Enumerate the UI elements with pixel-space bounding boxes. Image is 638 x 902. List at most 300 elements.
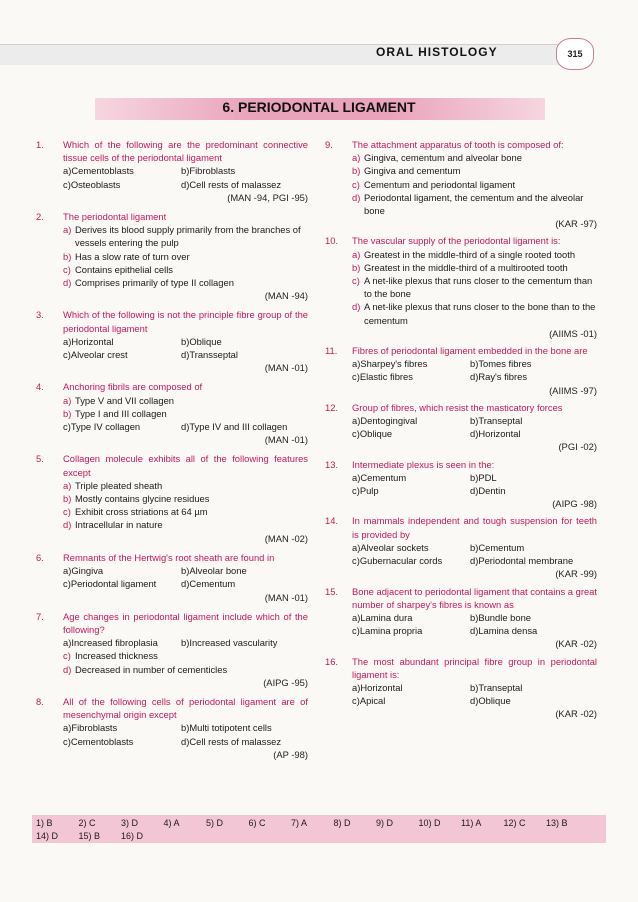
option bbox=[352, 681, 470, 694]
option-text: Gubernacular cords bbox=[359, 555, 443, 567]
option-row bbox=[63, 721, 308, 734]
question-source: (KAR -99) bbox=[555, 568, 597, 580]
options bbox=[63, 164, 308, 190]
option bbox=[470, 624, 537, 637]
option bbox=[352, 414, 470, 427]
option bbox=[63, 721, 181, 734]
option-letter: a) bbox=[63, 394, 72, 406]
option-text: Tomes fibres bbox=[478, 358, 532, 370]
option-letter: b) bbox=[352, 261, 361, 273]
option-letter: d) bbox=[181, 578, 190, 590]
option-letter: a) bbox=[352, 152, 361, 164]
option-text: Cementoblasts bbox=[70, 735, 134, 747]
option-letter: d) bbox=[352, 191, 361, 203]
option-text: Periodontal ligament, the cementum and the alveolar bone bbox=[364, 191, 584, 217]
option-letter: c) bbox=[63, 349, 71, 361]
option-letter: d) bbox=[470, 555, 479, 567]
option-row bbox=[352, 484, 597, 497]
option bbox=[63, 577, 181, 590]
option bbox=[352, 541, 470, 554]
question-number: 2. bbox=[36, 211, 44, 223]
option-letter: d) bbox=[470, 371, 479, 383]
option-letter: d) bbox=[181, 178, 190, 190]
option-row bbox=[352, 694, 597, 707]
option-letter: c) bbox=[352, 178, 360, 190]
answer-item: 4) A bbox=[163, 818, 180, 828]
option-row bbox=[63, 577, 308, 590]
options bbox=[352, 414, 597, 440]
option-row bbox=[352, 370, 597, 383]
option bbox=[352, 471, 470, 484]
question-item bbox=[38, 380, 308, 446]
option-text: Derives its blood supply primarily from the branches of vessels entering the pulp bbox=[75, 224, 301, 249]
option bbox=[63, 518, 308, 531]
answer-key-row-1 bbox=[36, 818, 589, 828]
option bbox=[63, 394, 308, 407]
option-letter: b) bbox=[470, 358, 479, 370]
option bbox=[63, 164, 181, 177]
option-text: Type IV and III collagen bbox=[189, 421, 288, 433]
option bbox=[181, 721, 272, 734]
option-letter: a) bbox=[352, 541, 361, 553]
option-letter: a) bbox=[352, 415, 361, 427]
option-text: Periodontal ligament bbox=[70, 578, 157, 590]
question-item bbox=[327, 585, 597, 651]
option-letter: c) bbox=[63, 650, 71, 662]
question-text: Collagen molecule exhibits all of the following features except bbox=[63, 453, 308, 478]
option-row bbox=[352, 611, 597, 624]
question-text: The attachment apparatus of tooth is composed of: bbox=[352, 139, 564, 150]
option-letter: c) bbox=[63, 178, 71, 190]
question-text: All of the following cells of periodontal ligament are of mesenchymal origin except bbox=[63, 695, 308, 721]
option-row bbox=[63, 335, 308, 348]
option-text: Greatest in the middle-third of a multirooted tooth bbox=[364, 261, 568, 273]
option-text: Type I and III collagen bbox=[75, 407, 167, 419]
option-row bbox=[63, 564, 308, 577]
option-row bbox=[63, 636, 308, 649]
option bbox=[181, 636, 277, 649]
option bbox=[352, 164, 597, 177]
option-text: Osteoblasts bbox=[70, 178, 121, 190]
option bbox=[352, 274, 597, 300]
question-source: (MAN -01) bbox=[264, 434, 308, 446]
option-letter: d) bbox=[470, 428, 479, 440]
question-number: 9. bbox=[325, 139, 333, 150]
option-letter: a) bbox=[352, 611, 361, 623]
answer-item: 10) D bbox=[418, 818, 441, 828]
option-text: Oblique bbox=[359, 428, 393, 440]
question-text: Age changes in periodontal ligament include which of the following? bbox=[63, 610, 308, 635]
option-letter: c) bbox=[63, 263, 71, 275]
question-source: (AP -98) bbox=[273, 748, 308, 760]
option bbox=[181, 420, 287, 433]
question-item bbox=[327, 514, 597, 580]
options bbox=[352, 541, 597, 567]
answer-item: 12) C bbox=[503, 818, 526, 828]
option-text: Increased thickness bbox=[75, 650, 158, 662]
question-item bbox=[38, 610, 308, 689]
question-source: (KAR -97) bbox=[555, 218, 597, 230]
option-text: Lamina propria bbox=[359, 625, 423, 637]
option-letter: d) bbox=[470, 485, 479, 497]
question-source: (PGI -02) bbox=[558, 441, 597, 453]
question-item bbox=[327, 655, 597, 721]
option-text: Ray's fibres bbox=[478, 371, 528, 383]
option-letter: c) bbox=[352, 485, 360, 497]
option-letter: c) bbox=[352, 555, 360, 567]
option bbox=[181, 178, 281, 191]
option-letter: b) bbox=[181, 637, 190, 649]
option-letter: d) bbox=[470, 625, 479, 637]
option bbox=[352, 611, 470, 624]
answer-item: 11) A bbox=[461, 818, 482, 828]
option-letter: c) bbox=[352, 625, 360, 637]
option bbox=[352, 357, 470, 370]
options bbox=[63, 335, 308, 361]
question-text: Group of fibres, which resist the masticatory forces bbox=[352, 401, 563, 413]
option-text: Horizontal bbox=[478, 428, 521, 440]
option-letter: d) bbox=[181, 349, 190, 361]
chapter-title: 6. PERIODONTAL LIGAMENT bbox=[222, 99, 416, 115]
question-source: (MAN -94, PGI -95) bbox=[227, 191, 308, 203]
option bbox=[470, 414, 522, 427]
option bbox=[352, 427, 470, 440]
option-row bbox=[63, 735, 308, 748]
left-column bbox=[38, 138, 308, 765]
option-letter: b) bbox=[63, 493, 72, 505]
options bbox=[352, 471, 597, 497]
option-text: Cementoblasts bbox=[71, 165, 134, 177]
option-letter: a) bbox=[63, 722, 72, 734]
question-source: (AIIMS -01) bbox=[549, 327, 597, 339]
question-source: (MAN -01) bbox=[264, 591, 308, 603]
option-text: Cementum and periodontal ligament bbox=[364, 178, 516, 190]
option bbox=[352, 191, 597, 217]
option-row bbox=[63, 164, 308, 177]
option-letter: a) bbox=[63, 565, 72, 577]
option bbox=[181, 564, 247, 577]
question-number: 11. bbox=[325, 345, 338, 357]
option-row bbox=[352, 357, 597, 370]
question-text: Fibres of periodontal ligament embedded in the bone are bbox=[352, 345, 588, 357]
option-text: Alveolar sockets bbox=[360, 541, 429, 553]
option bbox=[63, 250, 308, 263]
right-column bbox=[327, 138, 597, 725]
question-text: Anchoring fibrils are composed of bbox=[63, 381, 203, 393]
option bbox=[63, 420, 181, 433]
option-text: Alveolar bone bbox=[189, 565, 247, 577]
question-text: Remnants of the Hertwig's root sheath are found in bbox=[63, 551, 275, 563]
option bbox=[470, 370, 527, 383]
option-letter: a) bbox=[63, 224, 72, 236]
option-letter: a) bbox=[352, 358, 361, 370]
options bbox=[352, 611, 597, 637]
page-number: 315 bbox=[556, 38, 594, 70]
option-row bbox=[63, 420, 308, 433]
option-letter: c) bbox=[352, 428, 360, 440]
option bbox=[63, 263, 308, 276]
option-letter: b) bbox=[181, 335, 190, 347]
answer-item: 2) C bbox=[78, 818, 96, 828]
option bbox=[63, 649, 308, 662]
option-text: Contains epithelial cells bbox=[75, 263, 173, 275]
answer-item: 8) D bbox=[333, 818, 351, 828]
option-text: Cementum bbox=[189, 578, 236, 590]
question-number: 10. bbox=[325, 235, 339, 247]
option bbox=[470, 427, 521, 440]
option-row bbox=[352, 414, 597, 427]
options bbox=[63, 223, 308, 289]
option-text: Multi totipotent cells bbox=[189, 722, 272, 734]
option-text: Increased fibroplasia bbox=[71, 637, 158, 649]
question-source: (KAR -02) bbox=[555, 708, 597, 720]
answer-item: 1) B bbox=[36, 818, 53, 828]
answer-key-row-2 bbox=[36, 831, 164, 841]
option bbox=[63, 636, 181, 649]
option-letter: d) bbox=[181, 421, 190, 433]
question-number: 3. bbox=[36, 309, 44, 321]
option-letter: b) bbox=[63, 407, 72, 419]
option-letter: c) bbox=[63, 735, 71, 747]
option-letter: c) bbox=[352, 371, 360, 383]
options bbox=[352, 357, 597, 383]
option-text: Oblique bbox=[189, 335, 222, 347]
question-number: 16. bbox=[325, 655, 339, 667]
option-letter: a) bbox=[63, 479, 72, 491]
option bbox=[470, 471, 497, 484]
option bbox=[63, 663, 308, 676]
option bbox=[63, 335, 181, 348]
option-text: Comprises primarily of type II collagen bbox=[75, 277, 234, 289]
option-text: Gingiva bbox=[71, 565, 104, 577]
question-text: The periodontal ligament bbox=[63, 211, 167, 223]
option-row bbox=[63, 348, 308, 361]
option-text: Mostly contains glycine residues bbox=[75, 493, 210, 505]
option-letter: b) bbox=[352, 165, 361, 177]
option-text: Decreased in number of cementicles bbox=[75, 663, 228, 675]
question-item bbox=[38, 308, 308, 374]
option bbox=[63, 348, 181, 361]
question-item bbox=[327, 458, 597, 511]
option bbox=[63, 407, 308, 420]
option bbox=[63, 735, 181, 748]
option-text: Transeptal bbox=[478, 681, 523, 693]
question-source: (KAR -02) bbox=[555, 638, 597, 650]
option-text: Transseptal bbox=[189, 349, 238, 361]
option-letter: a) bbox=[63, 165, 72, 177]
option-letter: b) bbox=[470, 611, 479, 623]
options bbox=[63, 721, 308, 747]
option bbox=[352, 151, 597, 164]
option-letter: d) bbox=[63, 519, 72, 531]
option-text: A net-like plexus that runs closer to the cementum than to the bone bbox=[364, 275, 593, 300]
option-letter: b) bbox=[181, 722, 190, 734]
option-row bbox=[352, 624, 597, 637]
option bbox=[352, 178, 597, 191]
question-text: Bone adjacent to periodontal ligament that contains a great number of sharpey's fibres is known as bbox=[352, 585, 597, 610]
option-text: Alveolar crest bbox=[70, 349, 128, 361]
option-letter: a) bbox=[352, 471, 361, 483]
option-letter: c) bbox=[63, 578, 71, 590]
question-text: The most abundant principal fibre group in periodontal ligament is: bbox=[352, 655, 597, 680]
option-text: Fibroblasts bbox=[189, 165, 236, 177]
options bbox=[352, 248, 597, 327]
option-text: A net-like plexus that runs closer to the bone than to the cementum bbox=[364, 301, 596, 326]
option-text: Exhibit cross striations at 64 µm bbox=[75, 506, 208, 518]
question-item bbox=[38, 695, 308, 761]
option bbox=[181, 335, 222, 348]
option bbox=[63, 223, 308, 249]
option-text: Transeptal bbox=[478, 415, 523, 427]
question-number: 15. bbox=[325, 585, 339, 597]
option bbox=[181, 735, 281, 748]
option bbox=[63, 276, 308, 289]
option-text: Has a slow rate of turn over bbox=[75, 250, 190, 262]
option-row bbox=[352, 427, 597, 440]
option-letter: b) bbox=[181, 165, 190, 177]
option-letter: a) bbox=[63, 335, 72, 347]
option-text: Horizontal bbox=[71, 335, 114, 347]
option bbox=[470, 611, 531, 624]
answer-item: 5) D bbox=[206, 818, 224, 828]
options bbox=[352, 151, 597, 217]
option-text: Dentogingival bbox=[360, 415, 418, 427]
question-number: 6. bbox=[36, 551, 44, 563]
option bbox=[352, 624, 470, 637]
answer-item: 15) B bbox=[78, 831, 101, 841]
question-item bbox=[327, 401, 597, 454]
option bbox=[63, 479, 308, 492]
question-item bbox=[38, 551, 308, 604]
option-text: Oblique bbox=[478, 695, 511, 707]
option-row bbox=[352, 554, 597, 567]
option bbox=[181, 164, 235, 177]
answer-item: 16) D bbox=[121, 831, 144, 841]
option bbox=[470, 554, 573, 567]
question-source: (MAN -01) bbox=[264, 362, 308, 374]
option-letter: a) bbox=[352, 248, 361, 260]
option-text: Gingiva, cementum and alveolar bone bbox=[364, 152, 522, 164]
option bbox=[352, 248, 597, 261]
option-text: Sharpey's fibres bbox=[360, 358, 428, 370]
option-text: Cell rests of malassez bbox=[189, 178, 282, 190]
question-item bbox=[38, 138, 308, 204]
question-source: (AIPG -95) bbox=[263, 676, 308, 688]
option-text: Bundle bone bbox=[478, 611, 531, 623]
option-text: Cementum bbox=[360, 471, 407, 483]
option bbox=[470, 484, 505, 497]
option-row bbox=[352, 681, 597, 694]
option bbox=[352, 694, 470, 707]
option-text: Cell rests of malassez bbox=[189, 735, 282, 747]
answer-item: 3) D bbox=[121, 818, 139, 828]
options bbox=[63, 564, 308, 590]
option-text: Gingiva and cementum bbox=[364, 165, 461, 177]
answer-item: 13) B bbox=[546, 818, 568, 828]
option-letter: b) bbox=[63, 250, 72, 262]
option-text: Lamina dura bbox=[360, 611, 413, 623]
option-text: Horizontal bbox=[360, 681, 403, 693]
option-letter: b) bbox=[470, 681, 479, 693]
option bbox=[181, 577, 235, 590]
option bbox=[470, 541, 524, 554]
question-source: (MAN -02) bbox=[264, 532, 308, 544]
question-source: (AIIMS -97) bbox=[549, 384, 597, 396]
option-text: Pulp bbox=[359, 485, 379, 497]
option-letter: b) bbox=[181, 565, 190, 577]
question-item bbox=[327, 344, 597, 397]
option-text: Apical bbox=[359, 695, 386, 707]
question-number: 5. bbox=[36, 453, 44, 465]
option-row bbox=[352, 541, 597, 554]
option bbox=[63, 505, 308, 518]
option-letter: d) bbox=[470, 695, 479, 707]
option bbox=[470, 357, 531, 370]
option-letter: d) bbox=[181, 735, 190, 747]
options bbox=[63, 636, 308, 676]
option-letter: d) bbox=[63, 663, 72, 675]
option-text: Triple pleated sheath bbox=[75, 479, 163, 491]
question-text: Which of the following is not the principle fibre group of the periodontal ligament bbox=[63, 309, 308, 334]
question-number: 14. bbox=[325, 515, 339, 527]
option-letter: d) bbox=[352, 301, 361, 313]
question-text: Which of the following are the predominant connective tissue cells of the periodontal ligament bbox=[63, 139, 308, 164]
option bbox=[63, 492, 308, 505]
question-number: 7. bbox=[36, 610, 44, 622]
option-row bbox=[63, 178, 308, 191]
question-source: (MAN -94) bbox=[264, 290, 308, 302]
option bbox=[181, 348, 238, 361]
option bbox=[352, 484, 470, 497]
option-text: Lamina densa bbox=[478, 625, 538, 637]
option-letter: a) bbox=[63, 637, 72, 649]
option bbox=[352, 370, 470, 383]
question-number: 8. bbox=[36, 695, 44, 707]
option-text: Greatest in the middle-third of a single rooted tooth bbox=[364, 248, 576, 260]
option-text: Intracellular in nature bbox=[75, 519, 163, 531]
question-item bbox=[38, 452, 308, 544]
option bbox=[352, 554, 470, 567]
option-text: Elastic fibres bbox=[359, 371, 413, 383]
option-row bbox=[352, 471, 597, 484]
option bbox=[63, 564, 181, 577]
question-text: The vascular supply of the periodontal ligament is: bbox=[352, 235, 561, 247]
question-number: 4. bbox=[36, 381, 44, 393]
option-letter: b) bbox=[470, 471, 479, 483]
answer-item: 14) D bbox=[36, 831, 59, 841]
option-letter: d) bbox=[63, 277, 72, 289]
option-text: Cementum bbox=[478, 541, 525, 553]
answer-item: 7) A bbox=[291, 818, 308, 828]
answer-item: 9) D bbox=[376, 818, 394, 828]
options bbox=[352, 681, 597, 707]
question-item bbox=[327, 234, 597, 340]
option bbox=[470, 681, 522, 694]
option bbox=[352, 261, 597, 274]
question-number: 12. bbox=[325, 401, 339, 413]
question-number: 1. bbox=[36, 139, 44, 150]
option-text: Dentin bbox=[478, 485, 506, 497]
option-letter: c) bbox=[63, 421, 71, 433]
running-header: ORAL HISTOLOGY bbox=[376, 45, 498, 59]
option-letter: c) bbox=[352, 275, 360, 287]
question-item bbox=[38, 210, 308, 302]
options bbox=[63, 394, 308, 434]
question-text: In mammals independent and tough suspension for teeth is provided by bbox=[352, 515, 597, 540]
option-text: Increased vascularity bbox=[189, 637, 278, 649]
question-source: (AIPG -98) bbox=[552, 498, 597, 510]
option-letter: a) bbox=[352, 681, 361, 693]
